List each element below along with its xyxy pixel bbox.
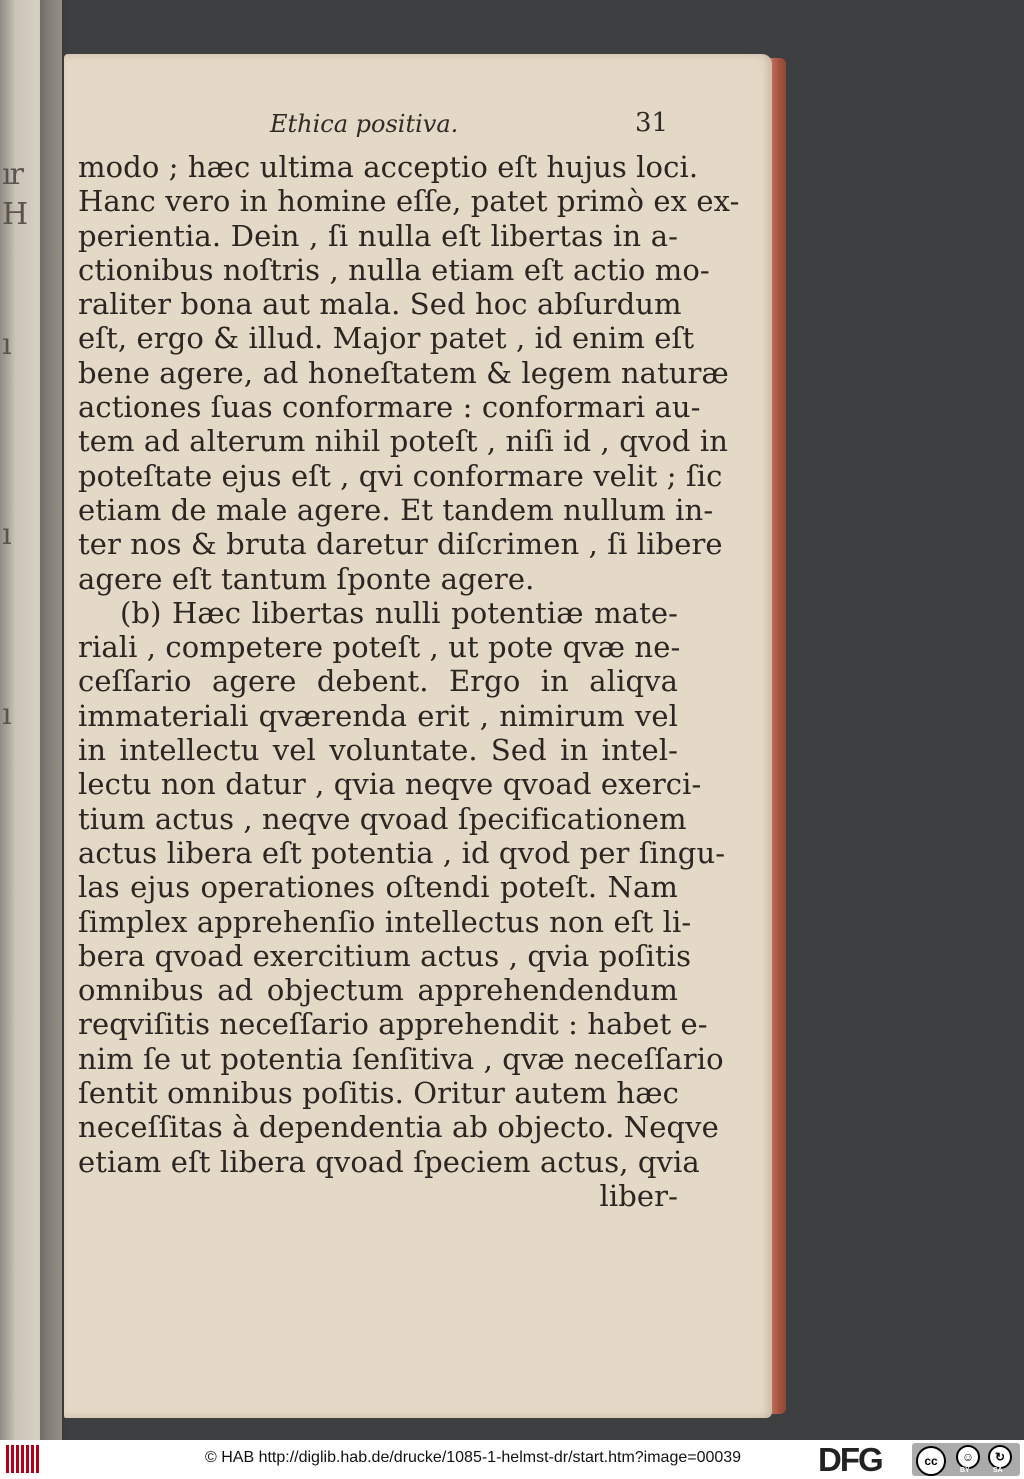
text-line: nim ſe ut potentia ſenſitiva , qvæ neceſſario xyxy=(78,1041,724,1076)
catchword: liber- xyxy=(599,1178,678,1213)
dfg-logo: DFG xyxy=(818,1441,882,1478)
text-line: tem ad alterum nihil poteſt , niſi id , qvod in xyxy=(78,424,729,459)
text-line: actiones ſuas conformare : conformari au- xyxy=(78,390,701,425)
by-label: BY xyxy=(960,1467,970,1474)
viewer-footer xyxy=(0,1440,1024,1479)
text-line: etiam eſt libera qvoad ſpeciem actus, qvia xyxy=(78,1144,700,1179)
text-line: raliter bona aut mala. Sed hoc abſurdum xyxy=(78,287,682,322)
text-line: bera qvoad exercitium actus , qvia poſitis xyxy=(78,938,692,973)
text-line: etiam de male agere. Et tandem nullum in- xyxy=(78,492,714,527)
page-fragment: H xyxy=(2,197,27,232)
text-line: ceſſario agere debent. Ergo in aliqva xyxy=(78,664,678,699)
text-line: ſentit omnibus poſitis. Oritur autem hæc xyxy=(78,1076,679,1111)
text-line: reqviſitis neceſſario apprehendit : habet e- xyxy=(78,1007,708,1042)
text-line: ter nos & bruta daretur diſcrimen , ſi libere xyxy=(78,527,723,562)
text-line: eſt, ergo & illud. Major patet , id enim eſt xyxy=(78,321,695,356)
text-line: ſimplex apprehenſio intellectus non eſt li- xyxy=(78,904,692,939)
body-text xyxy=(78,150,740,1213)
text-line: modo ; hæc ultima acceptio eſt hujus loci. xyxy=(78,150,699,184)
text-line: immateriali qværenda erit , nimirum vel xyxy=(78,698,678,733)
text-line: perientia. Dein , ſi nulla eſt libertas in a- xyxy=(78,218,678,253)
text-line: lectu non datur , qvia neqve qvoad exerci- xyxy=(78,767,702,802)
library-logo-icon xyxy=(6,1445,40,1473)
text-line: omnibus ad objectum apprehendendum xyxy=(78,973,678,1008)
text-line: ctionibus noſtris , nulla etiam eſt actio mo- xyxy=(78,252,710,287)
copyright-link[interactable]: © HAB http://diglib.hab.de/drucke/1085-1-helmst-dr/start.htm?image=00039 xyxy=(205,1449,742,1466)
text-line: actus libera eſt potentia , id qvod per ſingu- xyxy=(78,835,726,870)
text-line: tium actus , neqve qvoad ſpecificationem xyxy=(78,801,687,836)
page-fragment: ır xyxy=(2,157,22,192)
page-fragment: ı xyxy=(2,697,10,732)
share-alike-icon: ↻ xyxy=(988,1445,1012,1469)
page-fragment: ı xyxy=(2,517,10,552)
text-line: Hanc vero in homine eſſe, patet primò ex ex- xyxy=(78,184,740,219)
cc-license-badge[interactable] xyxy=(912,1443,1020,1476)
text-line: bene agere, ad honeſtatem & legem naturæ xyxy=(78,355,729,390)
cc-icon: cc xyxy=(916,1446,946,1476)
sa-label: SA xyxy=(993,1467,1003,1474)
attribution-icon: ☺ xyxy=(956,1445,980,1469)
text-line: agere eſt tantum ſponte agere. xyxy=(78,561,535,596)
running-head: Ethica positiva. xyxy=(270,110,459,138)
text-line: riali , competere poteſt , ut pote qvæ ne- xyxy=(78,630,681,665)
page-number: 31 xyxy=(635,108,669,138)
text-line: in intellectu vel voluntate. Sed in intel- xyxy=(78,733,678,768)
text-line: (b) Hæc libertas nulli potentiæ mate- xyxy=(120,595,678,630)
page-fragment: ı xyxy=(2,327,10,362)
text-line: las ejus operationes oſtendi poteſt. Nam xyxy=(78,870,678,905)
text-line: poteſtate ejus eſt , qvi conformare velit ; ſic xyxy=(78,458,723,493)
text-line: neceſſitas à dependentia ab objecto. Neqve xyxy=(78,1110,719,1145)
